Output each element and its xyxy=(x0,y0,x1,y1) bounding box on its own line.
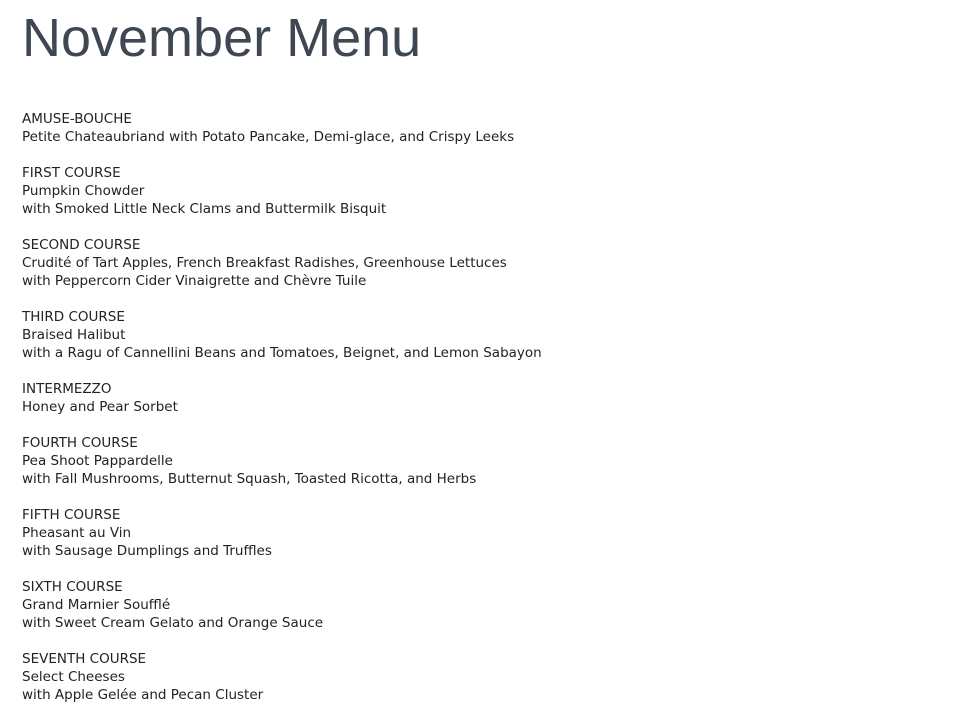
course-first xyxy=(22,164,942,218)
course-fifth xyxy=(22,506,942,560)
course-dish: Crudité of Tart Apples, French Breakfast Radishes, Greenhouse Lettuces xyxy=(22,255,507,271)
course-heading: FIFTH COURSE xyxy=(22,507,121,523)
course-heading: SIXTH COURSE xyxy=(22,579,123,595)
course-heading: THIRD COURSE xyxy=(22,309,125,325)
course-heading: SEVENTH COURSE xyxy=(22,651,147,667)
course-detail: with Apple Gelée and Pecan Cluster xyxy=(22,687,264,703)
course-list xyxy=(22,110,942,722)
course-second xyxy=(22,236,942,290)
course-fourth xyxy=(22,434,942,488)
course-dish: Honey and Pear Sorbet xyxy=(22,399,178,415)
course-heading: FOURTH COURSE xyxy=(22,435,138,451)
course-heading: SECOND COURSE xyxy=(22,237,141,253)
course-dish: Select Cheeses xyxy=(22,669,125,685)
course-third xyxy=(22,308,942,362)
course-seventh xyxy=(22,650,942,704)
course-intermezzo xyxy=(22,380,942,416)
page-title: November Menu xyxy=(22,8,422,68)
course-heading: INTERMEZZO xyxy=(22,381,112,397)
course-dish: Pumpkin Chowder xyxy=(22,183,145,199)
course-dish: Grand Marnier Soufflé xyxy=(22,597,171,613)
course-detail: with Fall Mushrooms, Butternut Squash, Toasted Ricotta, and Herbs xyxy=(22,471,477,487)
course-dish: Petite Chateaubriand with Potato Pancake, Demi-glace, and Crispy Leeks xyxy=(22,129,515,145)
course-detail: with Peppercorn Cider Vinaigrette and Chèvre Tuile xyxy=(22,273,367,289)
course-dish: Braised Halibut xyxy=(22,327,126,343)
course-heading: FIRST COURSE xyxy=(22,165,121,181)
course-dish: Pea Shoot Pappardelle xyxy=(22,453,173,469)
course-amuse-bouche xyxy=(22,110,942,146)
course-sixth xyxy=(22,578,942,632)
course-detail: with a Ragu of Cannellini Beans and Tomatoes, Beignet, and Lemon Sabayon xyxy=(22,345,542,361)
course-detail: with Smoked Little Neck Clams and Buttermilk Bisquit xyxy=(22,201,387,217)
course-detail: with Sweet Cream Gelato and Orange Sauce xyxy=(22,615,324,631)
course-detail: with Sausage Dumplings and Truffles xyxy=(22,543,272,559)
course-dish: Pheasant au Vin xyxy=(22,525,132,541)
course-heading: AMUSE-BOUCHE xyxy=(22,111,132,127)
